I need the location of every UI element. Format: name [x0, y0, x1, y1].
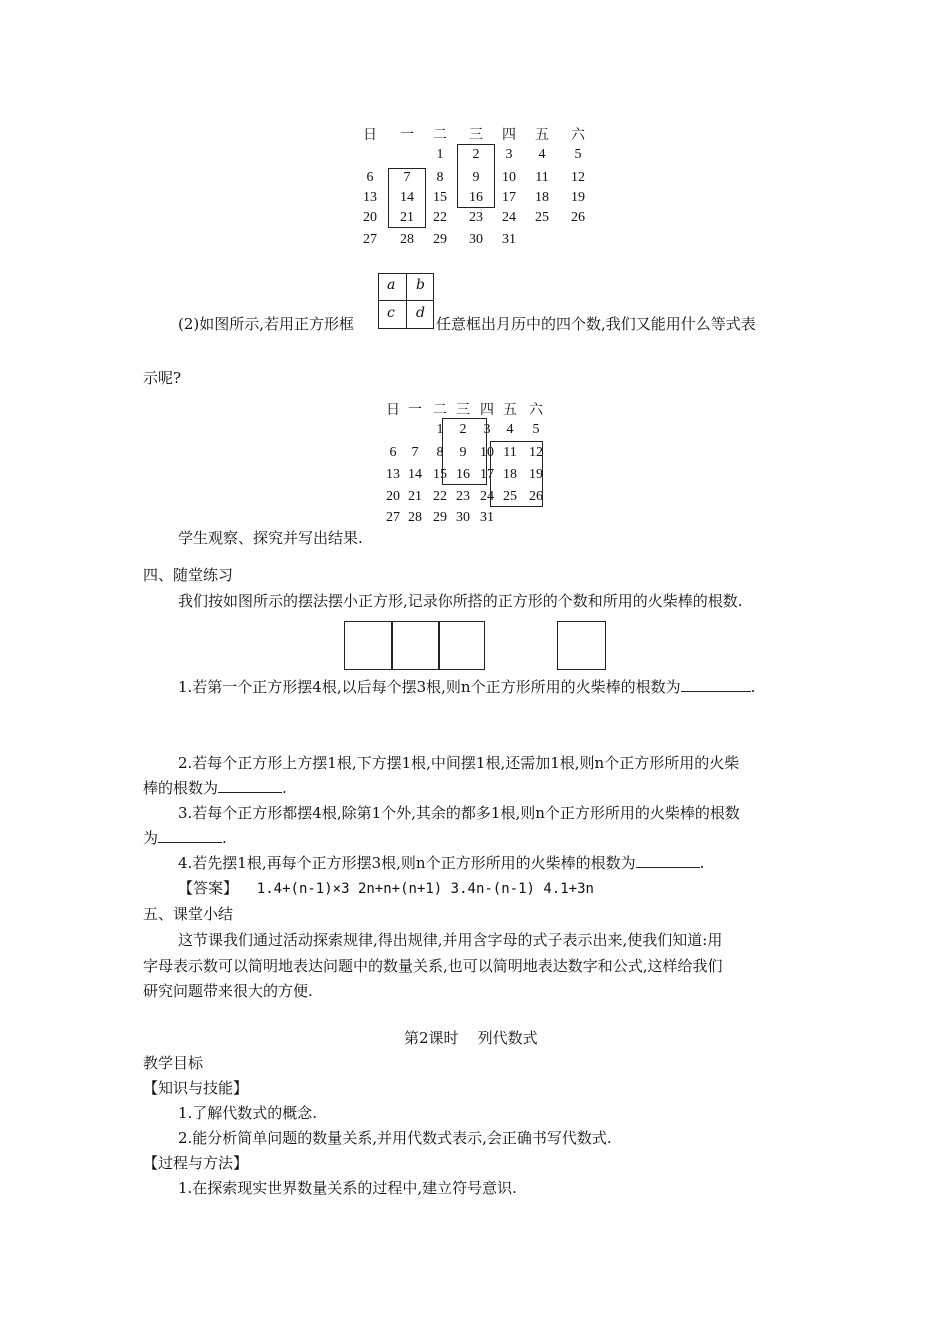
calendar-2-day: 30 [456, 510, 470, 525]
calendar-2-highlight-a [442, 418, 487, 485]
calendar-1-weekday: 二 [433, 128, 447, 143]
observe-text: 学生观察、探究并写出结果. [178, 529, 363, 547]
calendar-2-day: 10 [480, 445, 494, 460]
frame-b: b [416, 277, 425, 293]
calendar-2-day: 19 [529, 467, 543, 482]
summary-line-1: 这节课我们通过活动探索规律,得出规律,并用含字母的式子表示出来,使我们知道:用 [178, 931, 723, 949]
calendar-1-highlight-column-b [457, 144, 495, 208]
exercise-2-line1: 2.若每个正方形上方摆1根,下方摆1根,中间摆1根,还需加1根,则n个正方形所用的火柴 [178, 754, 740, 772]
calendar-1-day: 29 [433, 232, 447, 247]
calendar-1-weekday: 六 [571, 128, 585, 143]
exercise-3-line2: 为 . [143, 829, 227, 847]
knowledge-skills-heading: 【知识与技能】 [143, 1079, 249, 1097]
calendar-1-day: 11 [535, 170, 549, 185]
answer-blank-2[interactable] [218, 778, 282, 793]
calendar-1-day: 28 [400, 232, 414, 247]
answer-label: 【答案】 [178, 879, 239, 897]
calendar-1-day: 4 [538, 147, 546, 162]
calendar-1-day: 6 [366, 170, 374, 185]
calendar-1-day: 25 [535, 210, 549, 225]
calendar-2-weekday: 五 [503, 403, 517, 418]
calendar-2-weekday: 四 [480, 403, 494, 418]
calendar-1-day: 7 [403, 170, 411, 185]
section-5-title: 五、课堂小结 [143, 905, 234, 923]
frame-c: c [387, 305, 395, 321]
calendar-2-weekday: 三 [456, 403, 470, 418]
calendar-2-day: 20 [386, 489, 400, 504]
calendar-1-day: 19 [571, 190, 585, 205]
calendar-2-day: 18 [503, 467, 517, 482]
calendar-2-day: 17 [480, 467, 494, 482]
square-frame [378, 273, 434, 329]
calendar-1-weekday: 四 [502, 128, 516, 143]
calendar-1-day: 5 [574, 147, 582, 162]
calendar-1-day: 24 [502, 210, 516, 225]
calendar-2-day: 8 [436, 445, 444, 460]
calendar-2-weekday: 一 [408, 403, 422, 418]
calendar-1-day: 26 [571, 210, 585, 225]
calendar-1-day: 1 [436, 147, 444, 162]
calendar-1-day: 30 [469, 232, 483, 247]
calendar-1-weekday: 日 [363, 128, 377, 143]
calendar-2-highlight-b [490, 441, 543, 507]
calendar-2-day: 29 [433, 510, 447, 525]
calendar-1-day: 17 [502, 190, 516, 205]
calendar-1 [355, 124, 595, 254]
calendar-2-day: 7 [411, 445, 419, 460]
exercise-2-line2: 棒的根数为 . [143, 779, 287, 797]
calendar-2-day: 11 [503, 445, 517, 460]
calendar-1-day: 16 [469, 190, 483, 205]
calendar-2-day: 5 [532, 422, 540, 437]
answer-blank-3[interactable] [158, 828, 222, 843]
calendar-1-day: 23 [469, 210, 483, 225]
calendar-2-day: 13 [386, 467, 400, 482]
calendar-2-day: 24 [480, 489, 494, 504]
calendar-1-day: 15 [433, 190, 447, 205]
teaching-goals-heading: 教学目标 [143, 1054, 204, 1072]
calendar-2-day: 15 [433, 467, 447, 482]
calendar-2-day: 31 [480, 510, 494, 525]
exercise-4: 4.若先摆1根,再每个正方形摆3根,则n个正方形所用的火柴棒的根数为 . [178, 854, 705, 872]
calendar-1-weekday: 一 [400, 128, 414, 143]
matchstick-figure [344, 621, 607, 671]
calendar-1-weekday: 五 [535, 128, 549, 143]
calendar-1-day: 8 [436, 170, 444, 185]
calendar-1-day: 13 [363, 190, 377, 205]
calendar-1-weekday: 三 [469, 128, 483, 143]
calendar-1-day: 2 [472, 147, 480, 162]
answer-line [178, 877, 594, 898]
calendar-2-day: 9 [459, 445, 467, 460]
calendar-1-day: 22 [433, 210, 447, 225]
process-item-1: 1.在探索现实世界数量关系的过程中,建立符号意识. [178, 1179, 517, 1197]
calendar-1-day: 31 [502, 232, 516, 247]
calendar-1-day: 12 [571, 170, 585, 185]
calendar-2-day: 27 [386, 510, 400, 525]
knowledge-item-2: 2.能分析简单问题的数量关系,并用代数式表示,会正确书写代数式. [178, 1129, 612, 1147]
calendar-2-day: 3 [483, 422, 491, 437]
summary-line-3: 研究问题带来很大的方便. [143, 982, 313, 1000]
calendar-1-day: 20 [363, 210, 377, 225]
calendar-2-day: 6 [389, 445, 397, 460]
calendar-2 [378, 399, 578, 529]
calendar-1-day: 27 [363, 232, 377, 247]
section-4-intro: 我们按如图所示的摆法摆小正方形,记录你所搭的正方形的个数和所用的火柴棒的根数. [178, 592, 743, 610]
answer-blank-1[interactable] [681, 677, 751, 692]
knowledge-item-1: 1.了解代数式的概念. [178, 1104, 318, 1122]
answer-blank-4[interactable] [636, 853, 700, 868]
calendar-2-day: 2 [459, 422, 467, 437]
exercise-1: 1.若第一个正方形摆4根,以后每个摆3根,则n个正方形所用的火柴棒的根数为 . [178, 678, 756, 696]
calendar-2-day: 16 [456, 467, 470, 482]
question-2-after: 任意框出月历中的四个数,我们又能用什么等式表 [436, 315, 756, 333]
section-4-title: 四、随堂练习 [143, 566, 234, 584]
frame-a: a [387, 277, 396, 293]
question-2-continuation: 示呢? [143, 369, 182, 387]
calendar-2-day: 21 [408, 489, 422, 504]
calendar-2-day: 22 [433, 489, 447, 504]
calendar-2-day: 1 [436, 422, 444, 437]
lesson-2-title: 第2课时 列代数式 [404, 1029, 538, 1047]
calendar-2-weekday: 日 [386, 403, 400, 418]
exercise-3-line1: 3.若每个正方形都摆4根,除第1个外,其余的都多1根,则n个正方形所用的火柴棒的根数 [178, 804, 740, 822]
calendar-1-highlight-column-a [388, 168, 426, 228]
calendar-1-day: 9 [472, 170, 480, 185]
calendar-1-day: 21 [400, 210, 414, 225]
calendar-2-weekday: 二 [433, 403, 447, 418]
calendar-1-day: 3 [505, 147, 513, 162]
process-methods-heading: 【过程与方法】 [143, 1154, 249, 1172]
calendar-2-day: 26 [529, 489, 543, 504]
calendar-2-day: 23 [456, 489, 470, 504]
frame-d: d [416, 305, 425, 321]
summary-line-2: 字母表示数可以简明地表达问题中的数量关系,也可以简明地表达数字和公式,这样给我们 [143, 957, 723, 975]
answer-text: 1.4+(n-1)×3 2n+n+(n+1) 3.4n-(n-1) 4.1+3n [256, 881, 594, 897]
calendar-2-weekday: 六 [529, 403, 543, 418]
calendar-2-day: 28 [408, 510, 422, 525]
calendar-2-day: 14 [408, 467, 422, 482]
calendar-2-day: 4 [506, 422, 514, 437]
calendar-1-day: 14 [400, 190, 414, 205]
calendar-2-day: 12 [529, 445, 543, 460]
question-2-before: (2)如图所示,若用正方形框 [178, 315, 355, 333]
calendar-2-day: 25 [503, 489, 517, 504]
calendar-1-day: 18 [535, 190, 549, 205]
calendar-1-day: 10 [502, 170, 516, 185]
